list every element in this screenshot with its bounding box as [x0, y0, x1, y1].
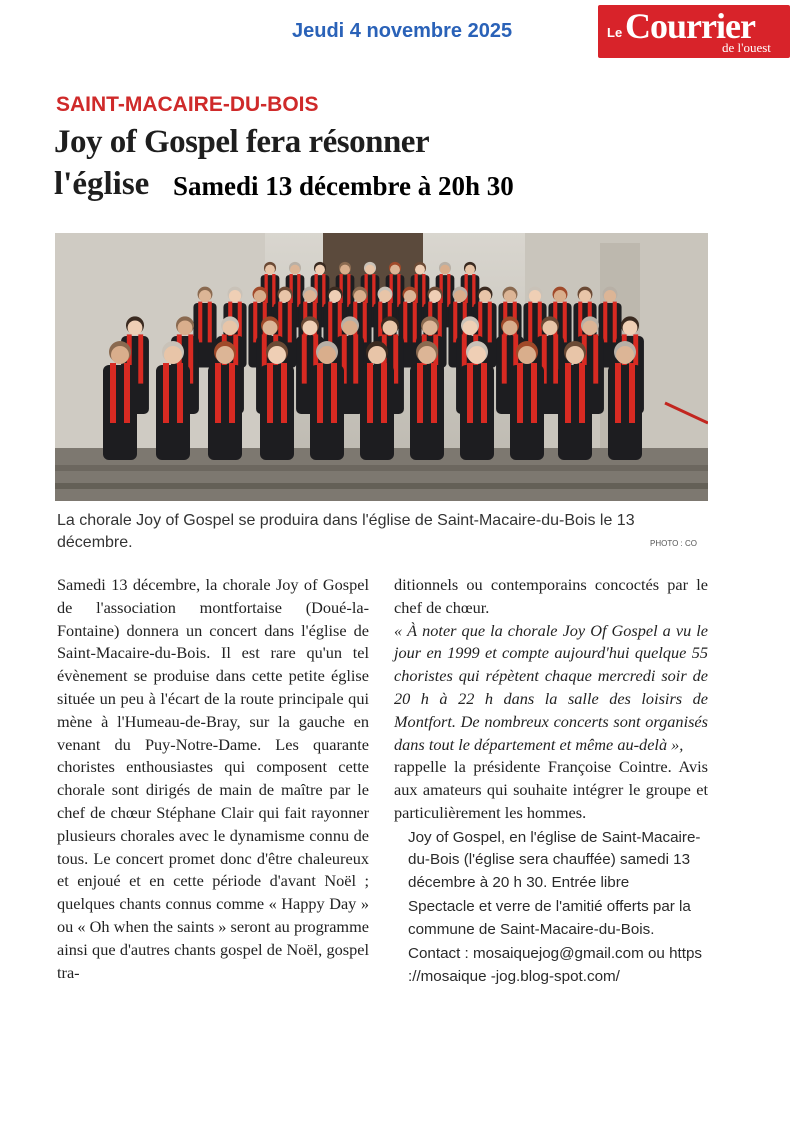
red-scarf [629, 363, 635, 423]
chorister-head [128, 320, 143, 335]
headline-date-overlay: Samedi 13 décembre à 20h 30 [173, 171, 514, 201]
red-scarf [453, 302, 457, 343]
chorister-head [216, 346, 234, 364]
chorister-body [156, 365, 190, 460]
practical-info-event: Joy of Gospel, en l'église de Saint-Macaire-du-Bois (l'église sera chauffée) samedi 13 décembre à 20 h 30. Entrée libre [408, 828, 701, 891]
chorister-body [260, 365, 294, 460]
red-scarf [422, 274, 425, 307]
chorister-head [223, 320, 238, 335]
chorister-head [504, 290, 516, 302]
chorister-head [423, 320, 438, 335]
chorister-head [290, 265, 300, 275]
article-kicker: SAINT-MACAIRE-DU-BOIS [56, 93, 319, 116]
red-scarf [124, 363, 130, 423]
article-body-continuation: ditionnels ou contemporains concoctés par le chef de chœur. [394, 575, 708, 617]
chorister-head [554, 290, 566, 302]
article-column-2 [394, 574, 708, 988]
chorister-head [404, 290, 416, 302]
photo-credit: PHOTO : CO [650, 539, 697, 548]
chorister-head [543, 320, 558, 335]
red-scarf [288, 302, 292, 343]
chorister-head [304, 290, 316, 302]
red-scarf [565, 363, 571, 423]
chorister-head [329, 290, 341, 302]
red-scarf [328, 302, 332, 343]
chorister-head [178, 320, 193, 335]
red-scarf [413, 302, 417, 343]
red-scarf [347, 274, 350, 307]
photo-caption: La chorale Joy of Gospel se produira dans l'église de Saint-Macaire-du-Bois le 13 décembre. [57, 512, 635, 551]
red-scarf [488, 302, 492, 343]
logo-le: Le [607, 25, 623, 40]
chorister-head [265, 265, 275, 275]
chorister-head [468, 346, 486, 364]
chorister-body [510, 365, 544, 460]
chorister-head [365, 265, 375, 275]
chorister-head [199, 290, 211, 302]
chorister-head [368, 346, 386, 364]
red-scarf [163, 363, 169, 423]
red-scarf [297, 274, 300, 307]
red-scarf [431, 363, 437, 423]
chorister-head [315, 265, 325, 275]
chorister-head [479, 290, 491, 302]
chorister-head [454, 290, 466, 302]
chorister-head [343, 320, 358, 335]
chorister-body [410, 365, 444, 460]
red-scarf [353, 334, 358, 383]
publication-date: Jeudi 4 novembre 2025 [292, 20, 513, 42]
chorister-head [579, 290, 591, 302]
chorister-head [164, 346, 182, 364]
red-scarf [208, 302, 212, 343]
chorister-head [503, 320, 518, 335]
red-scarf [553, 334, 558, 383]
red-scarf [317, 363, 323, 423]
chorister-head [604, 290, 616, 302]
practical-info-contact: Contact : mosaiquejog@gmail.com ou https ://mosaique -jog.blog-spot.com/ [408, 945, 702, 985]
article-column-1 [57, 574, 369, 984]
chorister-body [608, 365, 642, 460]
chorister-head [518, 346, 536, 364]
red-scarf [531, 363, 537, 423]
red-scarf [517, 363, 523, 423]
chorister-head [318, 346, 336, 364]
chorister-head [268, 346, 286, 364]
chorister-head [463, 320, 478, 335]
chorister-head [415, 265, 425, 275]
logo-courrier: Courrier [625, 6, 755, 46]
red-scarf [331, 363, 337, 423]
red-scarf [502, 334, 507, 383]
red-scarf [110, 363, 116, 423]
chorister-body [558, 365, 592, 460]
chorister-head [566, 346, 584, 364]
red-scarf [397, 274, 400, 307]
chorister-head [254, 290, 266, 302]
logo-ouest: de l'ouest [722, 40, 771, 55]
red-scarf [393, 334, 398, 383]
red-scarf [177, 363, 183, 423]
chorister-head [279, 290, 291, 302]
article-body-closing: rappelle la présidente Françoise Cointre. Avis aux amateurs qui souhaite intégrer le groupe et particulièrement les hommes. [394, 757, 708, 822]
headline-line-1: Joy of Gospel fera résonner [54, 124, 430, 160]
red-scarf [367, 363, 373, 423]
chorister-head [418, 346, 436, 364]
chorister-body [103, 365, 137, 460]
red-scarf [563, 302, 567, 343]
chorister-head [263, 320, 278, 335]
chorister-head [379, 290, 391, 302]
red-scarf [138, 334, 143, 383]
red-scarf [447, 274, 450, 307]
red-scarf [528, 302, 532, 343]
practical-info-offer: Spectacle et verre de l'amitié offerts par la commune de Saint-Macaire-du-Bois. [408, 898, 691, 938]
chorister-head [303, 320, 318, 335]
chorister-head [111, 346, 129, 364]
red-scarf [472, 274, 475, 307]
chorister-body [460, 365, 494, 460]
red-scarf [579, 363, 585, 423]
red-scarf [215, 363, 221, 423]
chorister-head [440, 265, 450, 275]
chorister-head [429, 290, 441, 302]
chorister-head [229, 290, 241, 302]
red-scarf [403, 302, 407, 343]
red-scarf [593, 334, 598, 383]
chorister-head [529, 290, 541, 302]
red-scarf [267, 363, 273, 423]
chorister-head [583, 320, 598, 335]
chorister-head [623, 320, 638, 335]
red-scarf [272, 274, 275, 307]
red-scarf [467, 363, 473, 423]
red-scarf [481, 363, 487, 423]
president-quote: « À noter que la chorale Joy Of Gospel a vu le jour en 1999 et compte aujourd'hui quelque 55 choristes qui répètent chaque mercredi soir de 20 h à 22 h dans la salle des loisirs de Montfort. De nombreux concerts sont organisés dans tout le département et même au-delà », [394, 620, 708, 754]
red-scarf [322, 274, 325, 307]
chorister-body [208, 365, 242, 460]
red-scarf [198, 302, 202, 343]
red-scarf [363, 302, 367, 343]
chorister-body [310, 365, 344, 460]
choir-photo [55, 233, 708, 501]
chorister-head [340, 265, 350, 275]
chorister-head [465, 265, 475, 275]
red-scarf [613, 302, 617, 343]
chorister-head [390, 265, 400, 275]
red-scarf [417, 363, 423, 423]
red-scarf [302, 334, 307, 383]
red-scarf [253, 302, 257, 343]
red-scarf [372, 274, 375, 307]
red-scarf [229, 363, 235, 423]
red-scarf [281, 363, 287, 423]
red-scarf [381, 363, 387, 423]
chorister-head [354, 290, 366, 302]
red-scarf [615, 363, 621, 423]
article-body-paragraph-1: Samedi 13 décembre, la chorale Joy of Gospel de l'association montfortaise (Doué-la-Fontaine) donnera un concert dans l'église de Saint-Macaire-du-Bois. Il est rare qu'un tel évènement se produise dans cette petite église située un peu à l'écart de la route principale qui mène à l'Humeau-de-Bray, sur la gauche en venant du Puy-Notre-Dame. Les quarante choristes enthousiastes qui composent cette chorale sont dirigés de main de maître par le chef de chœur Stéphane Clair qui fait rayonner plusieurs chorales avec le dynamisme connu de tous. Le concert promet donc d'être chaleureux et enjoué et en cette période d'avant Noël ; quelques chants connus comme « Happy Day » ou « Oh when the saints » seront au programme ainsi que d'autres chants gospel de Noël, gospel tra- [57, 575, 369, 982]
red-scarf [603, 302, 607, 343]
headline-line-2: l'église [54, 166, 150, 202]
chorister-head [383, 320, 398, 335]
newspaper-logo [598, 5, 790, 58]
chorister-body [360, 365, 394, 460]
chorister-head [616, 346, 634, 364]
